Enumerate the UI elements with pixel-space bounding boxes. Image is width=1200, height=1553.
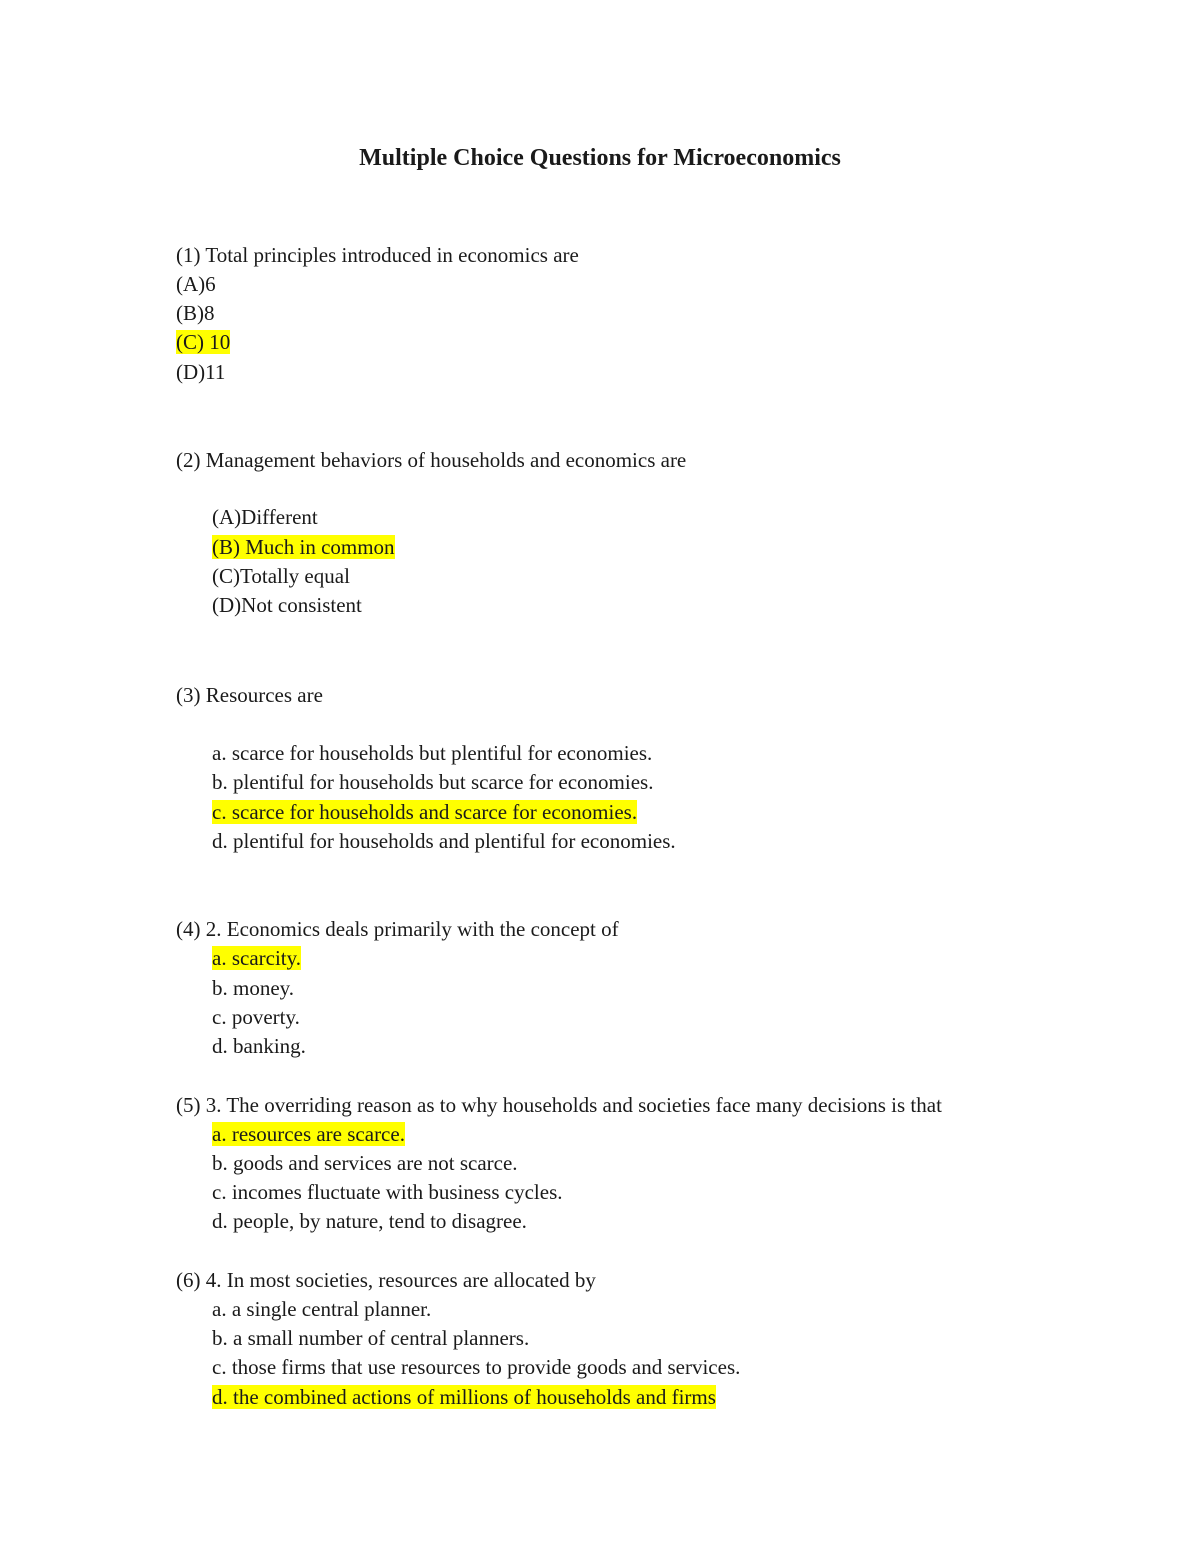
question-5-option-a-answer: a. resources are scarce.	[212, 1122, 405, 1146]
question-3-option-d: d. plentiful for households and plentiful for economies.	[212, 829, 676, 853]
document-title: Multiple Choice Questions for Microeconomics	[359, 145, 841, 171]
question-6-stem: (6) 4. In most societies, resources are allocated by	[176, 1268, 596, 1292]
question-6-option-c: c. those firms that use resources to provide goods and services.	[212, 1355, 741, 1379]
question-2-option-c: (C)Totally equal	[212, 564, 350, 588]
question-6-option-d-answer: d. the combined actions of millions of households and firms	[212, 1385, 716, 1409]
question-2-option-a: (A)Different	[212, 505, 318, 529]
question-2-option-d: (D)Not consistent	[212, 593, 362, 617]
question-1-option-b: (B)8	[176, 301, 215, 325]
question-4-option-b: b. money.	[212, 976, 295, 1000]
question-5-option-b: b. goods and services are not scarce.	[212, 1151, 518, 1175]
question-3-option-b: b. plentiful for households but scarce for economies.	[212, 770, 654, 794]
question-4-stem: (4) 2. Economics deals primarily with the concept of	[176, 917, 619, 941]
question-1-option-d: (D)11	[176, 360, 226, 384]
question-4-option-c: c. poverty.	[212, 1005, 300, 1029]
question-3-option-a: a. scarce for households but plentiful for economies.	[212, 741, 653, 765]
question-4-option-d: d. banking.	[212, 1034, 306, 1058]
question-1-stem: (1) Total principles introduced in economics are	[176, 243, 579, 267]
question-3-option-c-answer: c. scarce for households and scarce for economies.	[212, 800, 638, 824]
question-5-option-d: d. people, by nature, tend to disagree.	[212, 1209, 527, 1233]
question-1-option-c-answer: (C) 10	[176, 330, 231, 354]
question-5-stem: (5) 3. The overriding reason as to why households and societies face many decisions is that	[176, 1093, 942, 1117]
question-4-option-a-answer: a. scarcity.	[212, 946, 302, 970]
question-2-option-b-answer: (B) Much in common	[212, 535, 395, 559]
question-6-option-a: a. a single central planner.	[212, 1297, 432, 1321]
question-6-option-b: b. a small number of central planners.	[212, 1326, 530, 1350]
question-3-stem: (3) Resources are	[176, 683, 323, 707]
question-1-option-a: (A)6	[176, 272, 216, 296]
question-2-stem: (2) Management behaviors of households and economics are	[176, 448, 687, 472]
question-5-option-c: c. incomes fluctuate with business cycles.	[212, 1180, 563, 1204]
